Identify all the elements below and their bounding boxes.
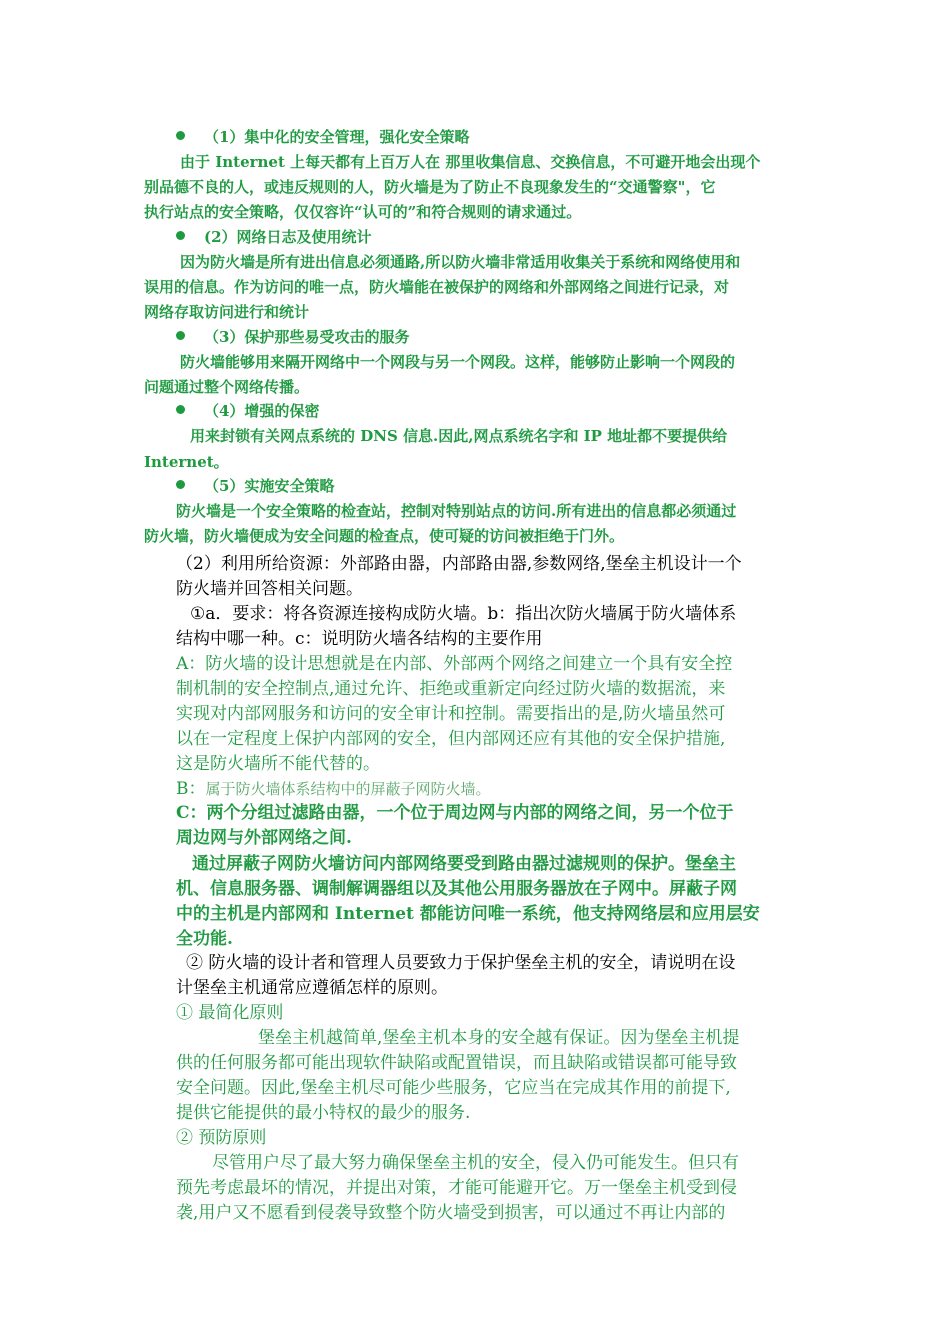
answer-b-line xyxy=(176,774,491,799)
principle-line: 预先考虑最坏的情况，并提出对策，才能可能避开它。万一堡垒主机受到侵 xyxy=(176,1178,737,1198)
answer-b-text: 属于防火墙体系结构中的屏蔽子网防火墙。 xyxy=(205,780,491,798)
answer-line: 以在一定程度上保护内部网的安全，但内部网还应有其他的安全保护措施, xyxy=(176,729,726,749)
paragraph-line: 执行站点的安全策略，仅仅容许“认可的”和符合规则的请求通过。 xyxy=(144,203,582,221)
bullet-icon xyxy=(176,131,185,140)
paragraph-line: 网络存取访问进行和统计 xyxy=(144,303,310,321)
paragraph-line: 防火墙能够用来隔开网络中一个网段与另一个网段。这样，能够防止影响一个网段的 xyxy=(180,353,736,371)
answer-line: 全功能. xyxy=(176,929,233,949)
paragraph-line: 因为防火墙是所有进出信息必须通路,所以防火墙非常适用收集关于系统和网络使用和 xyxy=(180,253,741,271)
principle-line: 尽管用户尽了最大努力确保堡垒主机的安全，侵入仍可能发生。但只有 xyxy=(212,1153,739,1173)
section-heading: (2）网络日志及使用统计 xyxy=(204,228,372,246)
principle-line: 堡垒主机越简单,堡垒主机本身的安全越有保证。因为堡垒主机提 xyxy=(258,1028,740,1048)
question-line: （2）利用所给资源：外部路由器，内部路由器,参数网络,堡垒主机设计一个 xyxy=(176,554,742,574)
answer-line: 机、信息服务器、调制解调器组以及其他公用服务器放在子网中。屏蔽子网 xyxy=(176,879,737,899)
bullet-icon xyxy=(176,405,185,414)
paragraph-line: 别品德不良的人，或违反规则的人，防火墙是为了防止不良现象发生的“交通警察"，它 xyxy=(144,178,716,196)
principle-heading: ① 最简化原则 xyxy=(176,1003,284,1023)
answer-line: 实现对内部网服务和访问的安全审计和控制。需要指出的是,防火墙虽然可 xyxy=(176,704,726,724)
principle-line: 提供它能提供的最小特权的最少的服务. xyxy=(176,1103,471,1123)
question-line: 防火墙并回答相关问题。 xyxy=(176,579,363,599)
section-heading: （1）集中化的安全管理，强化安全策略 xyxy=(204,128,470,146)
paragraph-line: 用来封锁有关网点系统的 DNS 信息.因此,网点系统名字和 IP 地址都不要提供给 xyxy=(190,427,728,445)
bullet-icon xyxy=(176,480,185,489)
answer-line: 通过屏蔽子网防火墙访问内部网络要受到路由器过滤规则的保护。堡垒主 xyxy=(192,854,736,874)
paragraph-line: 防火墙，防火墙便成为安全问题的检查点，使可疑的访问被拒绝于门外。 xyxy=(144,527,625,545)
question-line: 计堡垒主机通常应遵循怎样的原则。 xyxy=(176,978,448,998)
paragraph-line: 由于 Internet 上每天都有上百万人在 那里收集信息、交换信息，不可避开地会出现个 xyxy=(180,153,761,171)
question-line: 结构中哪一种。c：说明防火墙各结构的主要作用 xyxy=(176,629,543,649)
principle-line: 供的任何服务都可能出现软件缺陷或配置错误，而且缺陷或错误都可能导致 xyxy=(176,1053,737,1073)
section-heading: （3）保护那些易受攻击的服务 xyxy=(204,328,410,346)
answer-line: 周边网与外部网络之间. xyxy=(176,828,352,848)
principle-line: 袭,用户又不愿看到侵袭导致整个防火墙受到损害，可以通过不再让内部的 xyxy=(176,1203,726,1223)
paragraph-line: 问题通过整个网络传播。 xyxy=(144,378,310,396)
section-heading: （5）实施安全策略 xyxy=(204,477,335,495)
answer-line: C：两个分组过滤路由器，一个位于周边网与内部的网络之间，另一个位于 xyxy=(176,803,734,823)
section-heading: （4）增强的保密 xyxy=(204,402,320,420)
paragraph-line: Internet。 xyxy=(144,453,229,471)
answer-b-prefix: B： xyxy=(176,779,206,799)
answer-line: 这是防火墙所不能代替的。 xyxy=(176,754,380,774)
paragraph-line: 防火墙是一个安全策略的检查站，控制对特别站点的访问.所有进出的信息都必须通过 xyxy=(176,502,737,520)
answer-line: A：防火墙的设计思想就是在内部、外部两个网络之间建立一个具有安全控 xyxy=(176,654,733,674)
answer-line: 制机制的安全控制点,通过允许、拒绝或重新定向经过防火墙的数据流，来 xyxy=(176,679,726,699)
answer-line: 中的主机是内部网和 Internet 都能访问唯一系统，他支持网络层和应用层安 xyxy=(176,904,760,924)
principle-heading: ② 预防原则 xyxy=(176,1128,267,1148)
question-line: ①a．要求：将各资源连接构成防火墙。b：指出次防火墙属于防火墙体系 xyxy=(190,604,737,624)
principle-line: 安全问题。因此,堡垒主机尽可能少些服务，它应当在完成其作用的前提下, xyxy=(176,1078,731,1098)
question-line: ② 防火墙的设计者和管理人员要致力于保护堡垒主机的安全，请说明在设 xyxy=(186,953,736,973)
bullet-icon xyxy=(176,331,185,340)
bullet-icon xyxy=(176,231,185,240)
paragraph-line: 误用的信息。作为访问的唯一点，防火墙能在被保护的网络和外部网络之间进行记录，对 xyxy=(144,278,730,296)
